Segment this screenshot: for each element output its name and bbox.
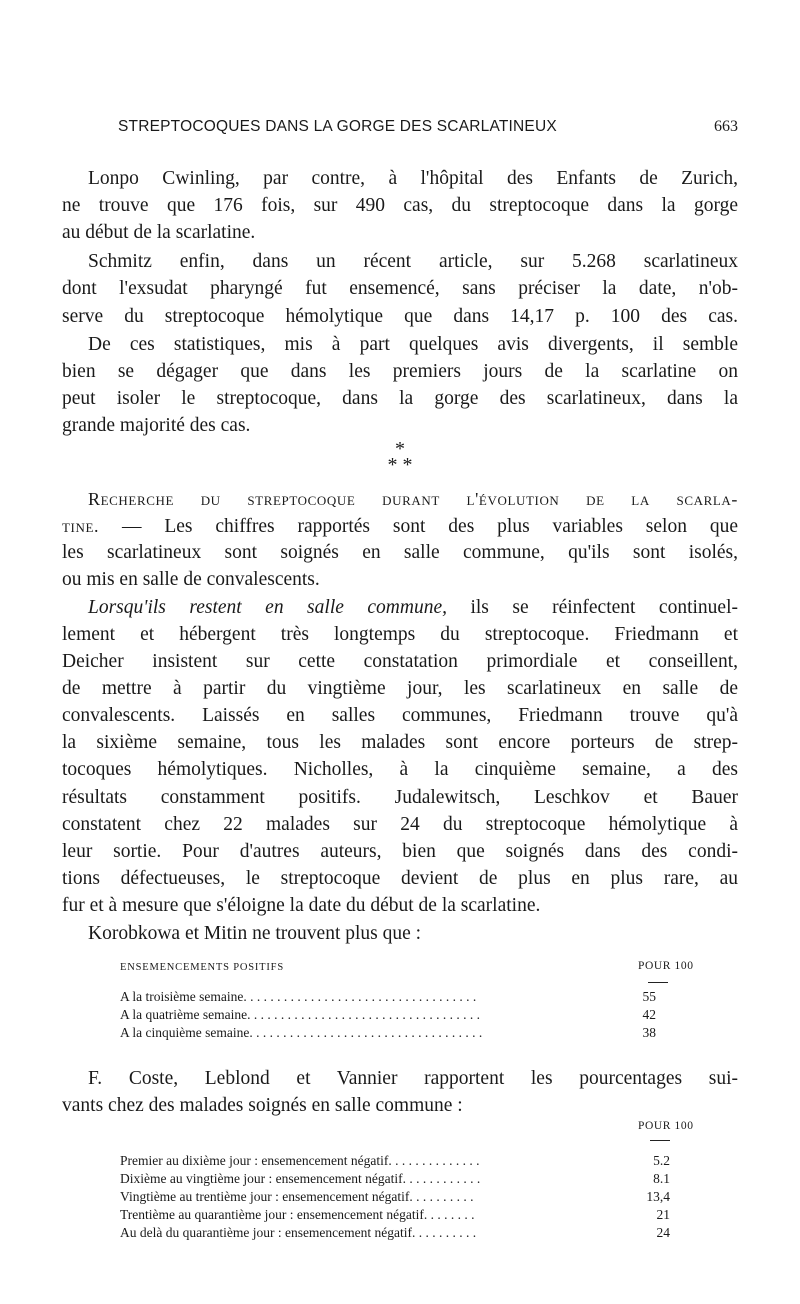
text-line (88, 595, 738, 621)
text-line: Korobkowa et Mitin ne trouvent plus que : (88, 923, 422, 944)
text-line: vants chez des malades soignés en salle commune : (62, 1095, 463, 1116)
row-label: Premier au dixième jour : ensemencement négatif (120, 1153, 389, 1168)
table-row (120, 1188, 473, 1206)
row-value: 24 (656, 1225, 670, 1240)
table-row (120, 1224, 477, 1242)
row-value: 38 (642, 1025, 656, 1040)
dot-leader: . . . . . . . . . . . . . . . . . . . . . . . . . . . . . . . . . . . (247, 1007, 480, 1022)
section-heading-text: — Les chiffres rapportés sont des plus variables selon que (99, 516, 738, 537)
dot-leader: . . . . . . . . . . . . (402, 1171, 481, 1186)
row-value: 55 (642, 989, 656, 1004)
dot-leader: . . . . . . . . . . . . . . . . . . . . . . . . . . . . . . . . . . . (249, 1025, 483, 1040)
text-line: Lonpo Cwinling, par contre, à l'hôpital des Enfants de Zurich, (88, 168, 738, 189)
text-line: De ces statistiques, mis à part quelques avis divergents, il semble (88, 334, 738, 355)
dot-leader: . . . . . . . . . . . . . . . . . . . . . . . . . . . . . . . . . . . (243, 989, 477, 1004)
row-value: 5.2 (653, 1153, 670, 1168)
table2-unit: POUR 100 (638, 1120, 694, 1132)
dot-leader: . . . . . . . . (423, 1207, 475, 1222)
text-line: tocoques hémolytiques. Nicholles, à la cinquième semaine, a des (62, 759, 738, 780)
row-value: 42 (642, 1007, 656, 1022)
text-line: résultats constamment positifs. Judalewitsch, Leschkov et Bauer (62, 787, 738, 808)
running-title: STREPTOCOQUES DANS LA GORGE DES SCARLATINEUX (118, 118, 557, 135)
table-row (120, 1006, 543, 1024)
row-label: A la quatrième semaine (120, 1007, 248, 1022)
asterism-top: * (395, 438, 405, 460)
table-row (120, 1170, 483, 1188)
row-value: 13,4 (646, 1189, 670, 1204)
table-row (120, 988, 543, 1006)
table-row (120, 1206, 475, 1224)
row-label: Au delà du quarantième jour : ensemencement négatif (120, 1225, 413, 1240)
dot-leader: . . . . . . . . . . . . . . (388, 1153, 480, 1168)
table-row (120, 1152, 484, 1170)
text-line: de mettre à partir du vingtième jour, les scarlatineux en salle de (62, 678, 738, 699)
page-number: 663 (714, 118, 738, 135)
text-line: leur sortie. Pour d'autres auteurs, bien que soignés dans des condi- (62, 841, 738, 862)
dot-leader: . . . . . . . . . . (409, 1189, 474, 1204)
text-line: fur et à mesure que s'éloigne la date du début de la scarlatine. (62, 895, 541, 916)
running-header (118, 118, 738, 142)
text-line: tions défectueuses, le streptocoque devient de plus en plus rare, au (62, 868, 738, 889)
text-line: bien se dégager que dans les premiers jours de la scarlatine on (62, 361, 738, 382)
text-line: serve du streptocoque hémolytique que dans 14,17 p. 100 des cas. (62, 306, 738, 327)
table1-header-label: ENSEMENCEMENTS POSITIFS (120, 962, 284, 973)
text-line: ou mis en salle de convalescents. (62, 569, 320, 590)
text-fragment: ils se réinfectent continuel- (446, 597, 738, 618)
row-value: 8.1 (653, 1171, 670, 1186)
text-line: constatent chez 22 malades sur 24 du streptocoque hémolytique à (62, 814, 738, 835)
text-line: convalescents. Laissés en salles communes, Friedmann trouve qu'à (62, 705, 738, 726)
text-line: grande majorité des cas. (62, 415, 251, 436)
row-label: Trentième au quarantième jour : ensemencement négatif (120, 1207, 424, 1222)
text-line: la sixième semaine, tous les malades sont encore porteurs de strep- (62, 732, 738, 753)
row-value: 21 (656, 1207, 670, 1222)
text-line: au début de la scarlatine. (62, 222, 256, 243)
text-line: peut isoler le streptocoque, dans la gorge des scarlatineux, dans la (62, 388, 738, 409)
row-label: A la troisième semaine (120, 989, 244, 1004)
table1-unit: POUR 100 (638, 960, 694, 972)
section-heading: Recherche du streptocoque durant l'évolution de la scarla- (88, 489, 738, 509)
dot-leader: . . . . . . . . . . (412, 1225, 477, 1240)
table1-unit-rule (648, 982, 668, 983)
row-label: Dixième au vingtième jour : ensemencement négatif (120, 1171, 403, 1186)
text-line: Schmitz enfin, dans un récent article, sur 5.268 scarlatineux (88, 251, 738, 272)
table2-unit-rule (650, 1140, 670, 1141)
italic-emphasis: Lorsqu'ils restent en salle commune, (88, 597, 447, 618)
text-line: ne trouve que 176 fois, sur 490 cas, du streptocoque dans la gorge (62, 195, 738, 216)
text-line: lement et hébergent très longtemps du streptocoque. Friedmann et (62, 624, 738, 645)
text-line (62, 513, 738, 540)
text-line: les scarlatineux sont soignés en salle commune, qu'ils sont isolés, (62, 542, 738, 563)
text-line: dont l'exsudat pharyngé fut ensemencé, sans préciser la date, n'ob- (62, 278, 738, 299)
row-label: Vingtième au trentième jour : ensemencement négatif (120, 1189, 410, 1204)
section-heading-end: tine. (62, 516, 100, 536)
text-line: Deicher insistent sur cette constatation primordiale et conseillent, (62, 651, 738, 672)
text-line: F. Coste, Leblond et Vannier rapportent les pourcentages sui- (88, 1068, 738, 1089)
asterism-bottom: * * (387, 454, 413, 476)
table-row (120, 1024, 545, 1042)
row-label: A la cinquième semaine (120, 1025, 250, 1040)
